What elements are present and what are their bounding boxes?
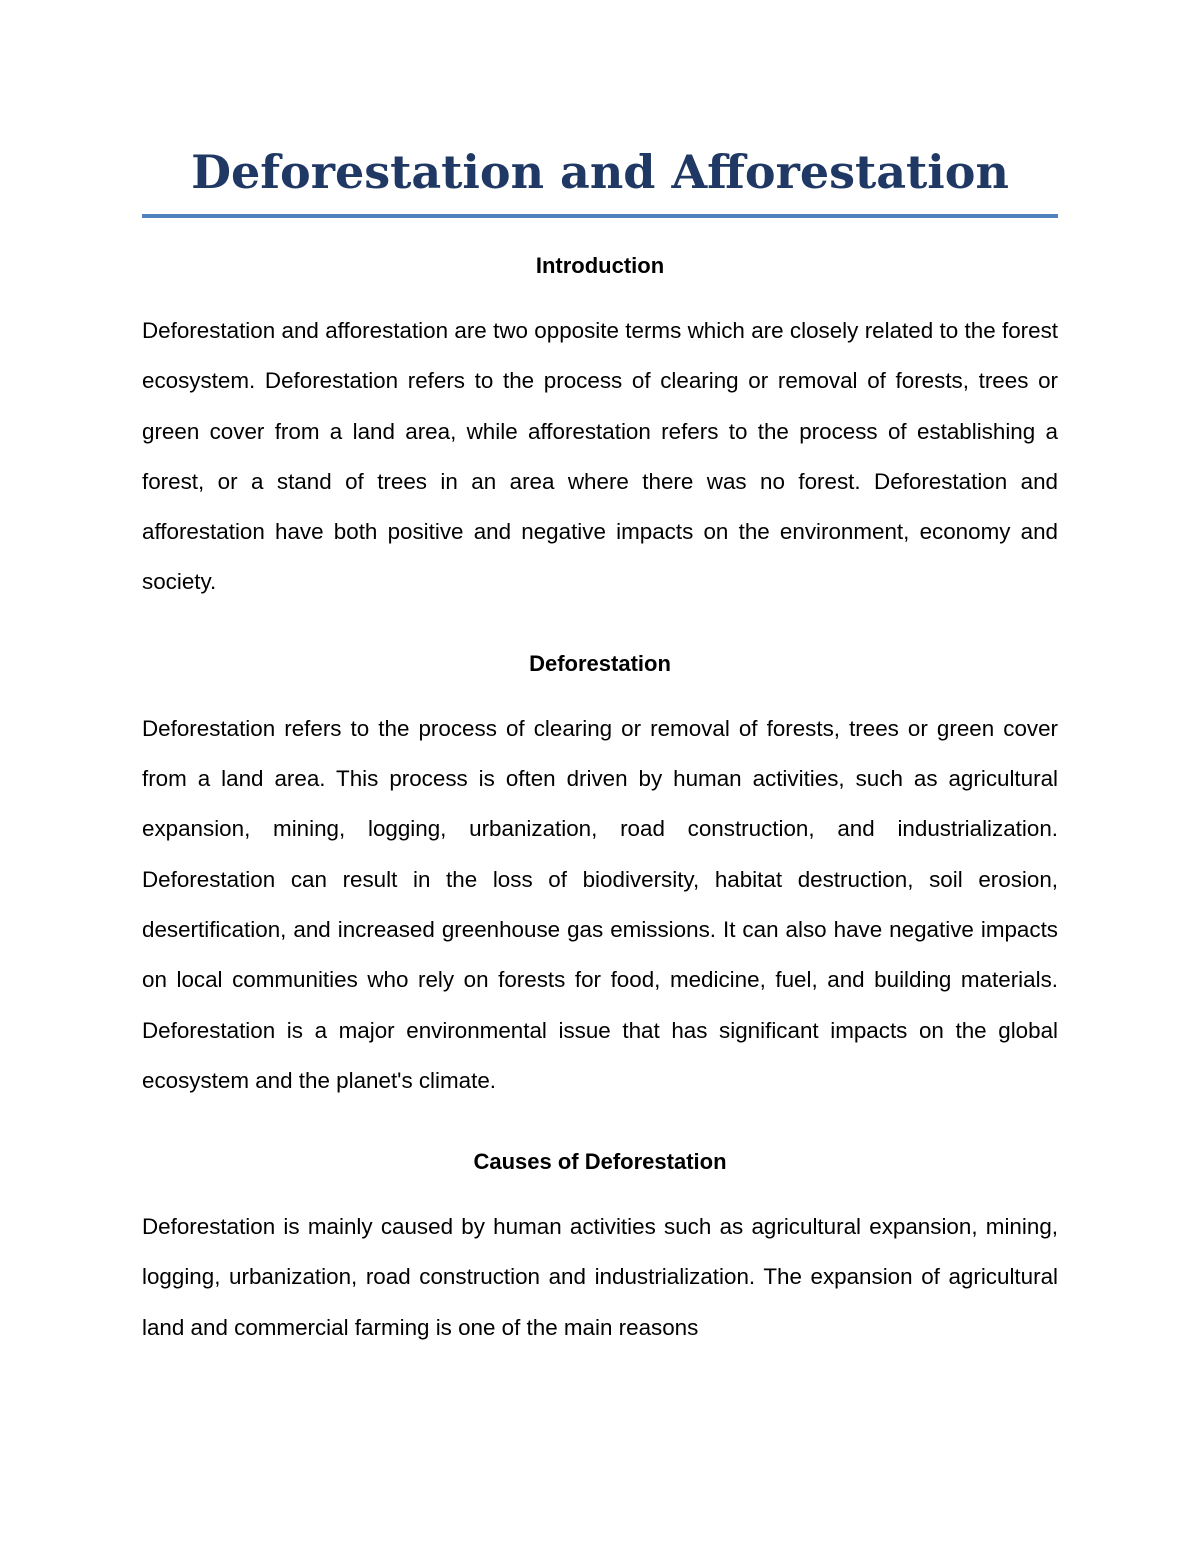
section-paragraph-deforestation: Deforestation refers to the process of clearing or removal of forests, trees or green cover from a land area. This process is often driven by human activities, such as agricultural expansion, mining, logging, urbanization, road construction, and industrialization. Deforestation can result in the loss of biodiversity, habitat destruction, soil erosion, desertification, and increased greenhouse gas emissions. It can also have negative impacts on local communities who rely on forests for food, medicine, fuel, and building materials. Deforestation is a major environmental issue that has significant impacts on the global ecosystem and the planet's climate. [142, 715, 1058, 1093]
section-heading-causes: Causes of Deforestation [473, 1149, 727, 1175]
document-body [142, 140, 1058, 1353]
title-underline-rule [142, 214, 1058, 218]
section-paragraph-causes: Deforestation is mainly caused by human activities such as agricultural expansion, mining, logging, urbanization, road construction and industrialization. The expansion of agricultural land and commercial farming is one of the main reasons [142, 1214, 1058, 1340]
section-heading-introduction: Introduction [535, 253, 665, 278]
document-title: Deforestation and Afforestation [191, 145, 1009, 199]
section-paragraph-introduction: Deforestation and afforestation are two opposite terms which are closely related to the forest ecosystem. Deforestation refers to the process of clearing or removal of forests, trees or green cover from a land area, while afforestation refers to the process of establishing a forest, or a stand of trees in an area where there was no forest. Deforestation and afforestation have both positive and negative impacts on the environment, economy and society. [142, 318, 1058, 595]
section-heading-deforestation: Deforestation [529, 650, 671, 676]
